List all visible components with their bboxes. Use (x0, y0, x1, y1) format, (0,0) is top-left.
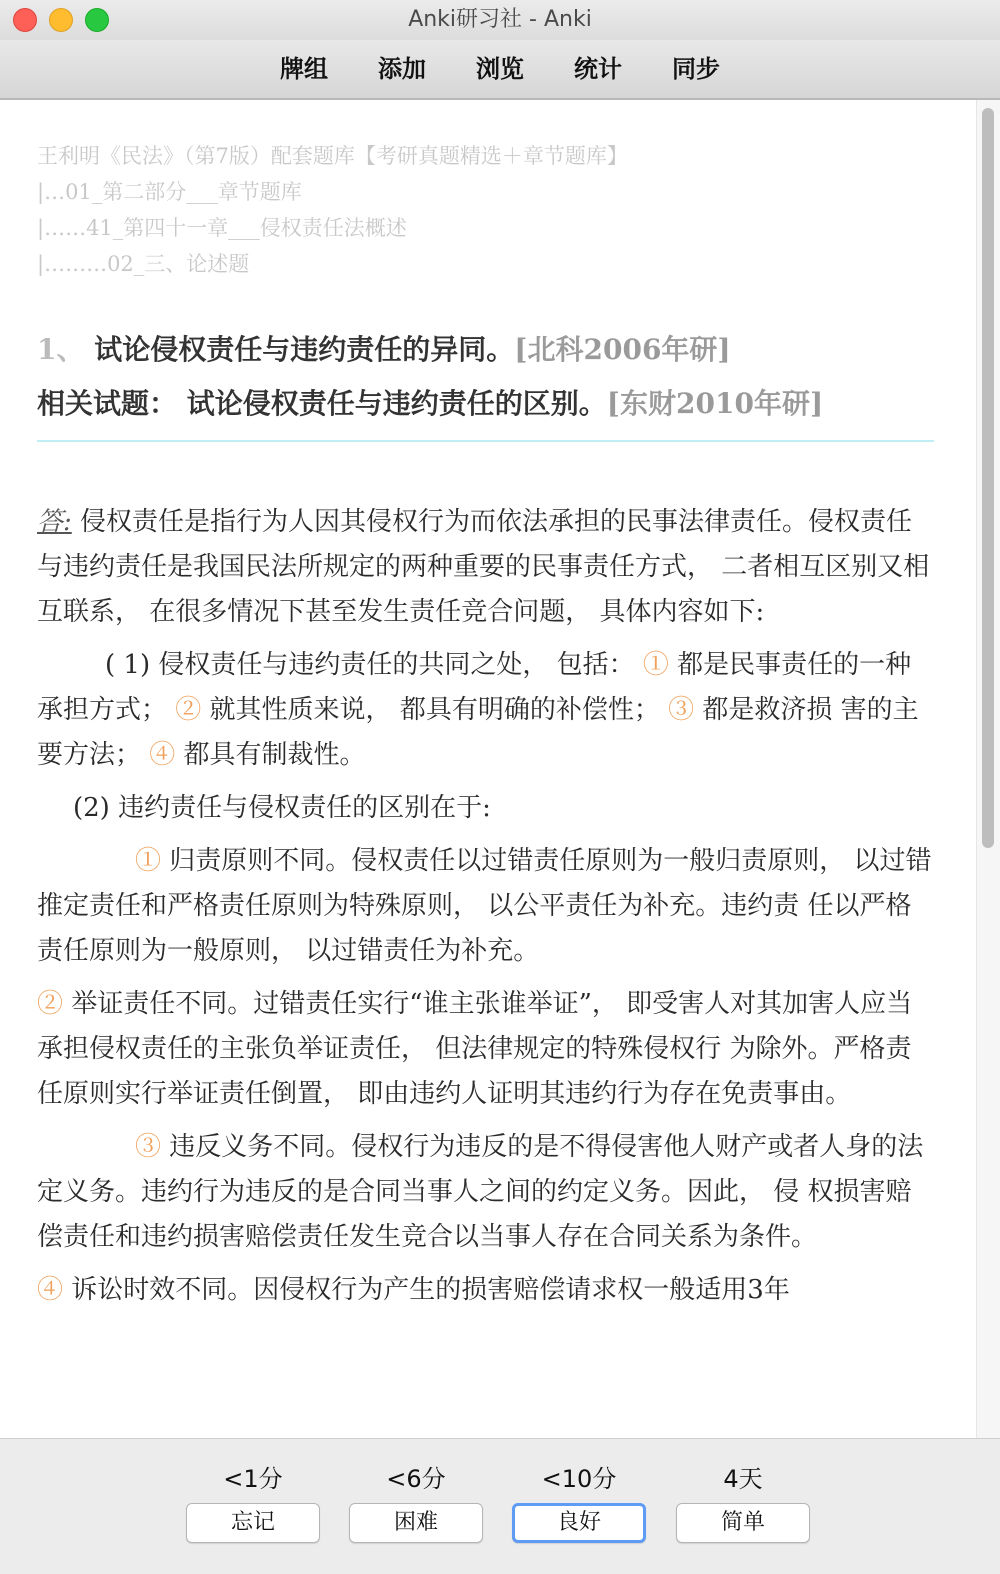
answer-text: 都是救济损 害的主要方法； (37, 695, 919, 770)
window-title: Anki研习社 - Anki (408, 7, 592, 32)
interval-label-hard: <6分 (386, 1465, 446, 1493)
easy-button[interactable]: 简单 (676, 1503, 810, 1543)
point-marker: ④ (149, 740, 176, 770)
point-marker: ② (37, 989, 64, 1019)
question-number: 1、 (37, 333, 85, 366)
answer-text: 都是民事责任的一种承担方式； (37, 650, 912, 725)
breadcrumb-line: 王利明《民法》（第7版）配套题库【考研真题精选＋章节题库】 (37, 144, 628, 168)
point-marker: ② (175, 695, 202, 725)
breadcrumb-line: |……41_第四十一章___侵权责任法概述 (37, 216, 407, 240)
toolbar-browse-link[interactable]: 浏览 (476, 55, 524, 83)
answer-buttons-bar (0, 1438, 1000, 1574)
again-button[interactable]: 忘记 (186, 1503, 320, 1543)
answer-text: 归责原则不同。侵权责任以过错责任原则为一般归责原则， 以过错推定责任和严格责任原则为特殊原则， 以公平责任为补充。违约责 任以严格责任原则为一般原则， 以过错责任为补充。 (37, 846, 932, 966)
answer-paragraph (37, 1125, 934, 1260)
question-source: [北科2006年研] (514, 333, 731, 366)
interval-label-good: <10分 (541, 1465, 617, 1493)
point-marker: ① (135, 846, 162, 876)
answer-text: 都具有制裁性。 (175, 740, 366, 770)
answer-paragraph (37, 1268, 934, 1313)
interval-label-easy: 4天 (723, 1465, 763, 1493)
toolbar-sync-link[interactable]: 同步 (672, 55, 720, 83)
answer-paragraph (37, 500, 934, 635)
question-title (37, 328, 731, 368)
related-question (37, 382, 823, 422)
question-text: 试论侵权责任与违约责任的异同。 (94, 333, 515, 366)
answer-body (37, 500, 934, 1321)
point-marker: ④ (37, 1275, 64, 1305)
card-content (0, 100, 976, 1438)
toolbar-add-link[interactable]: 添加 (378, 55, 426, 83)
answer-label: 答: (37, 507, 72, 537)
close-window-icon[interactable] (13, 8, 37, 32)
related-label: 相关试题： (37, 387, 178, 420)
answer-paragraph: (2) 违约责任与侵权责任的区别在于: (73, 793, 491, 823)
answer-text: 侵权责任是指行为人因其侵权行为而依法承担的民事法律责任。侵权责任与违约责任是我国民法所规定的两种重要的民事责任方式， 二者相互区别又相互联系， 在很多情况下甚至发生责任竞合问题， 具体内容如下: (37, 507, 930, 627)
toolbar-decks-link[interactable]: 牌组 (280, 55, 328, 83)
point-marker: ① (642, 650, 669, 680)
answer-text: ( 1) 侵权责任与违约责任的共同之处， 包括： (105, 650, 635, 680)
answer-paragraph (37, 839, 934, 974)
point-marker: ③ (135, 1132, 162, 1162)
toolbar-stats-link[interactable]: 统计 (574, 55, 622, 83)
main-toolbar (0, 40, 1000, 100)
answer-paragraph (37, 643, 934, 778)
breadcrumb-line: |………02_三、论述题 (37, 252, 250, 276)
minimize-window-icon[interactable] (49, 8, 73, 32)
related-text: 试论侵权责任与违约责任的区别。 (186, 387, 607, 420)
question-answer-divider (37, 440, 934, 442)
answer-paragraph (37, 982, 934, 1117)
zoom-window-icon[interactable] (85, 8, 109, 32)
good-button[interactable]: 良好 (512, 1503, 646, 1543)
answer-text: 诉讼时效不同。因侵权行为产生的损害赔偿请求权一般适用3年 (63, 1275, 790, 1305)
scrollbar-thumb[interactable] (982, 108, 994, 848)
related-source: [东财2010年研] (606, 387, 824, 420)
title-bar (0, 0, 1000, 40)
vertical-scrollbar[interactable] (976, 100, 1000, 1438)
deck-breadcrumb (37, 138, 628, 282)
interval-label-again: <1分 (223, 1465, 283, 1493)
hard-button[interactable]: 困难 (349, 1503, 483, 1543)
answer-text: 举证责任不同。过错责任实行“谁主张谁举证”， 即受害人对其加害人应当承担侵权责任的主张负举证责任， 但法律规定的特殊侵权行 为除外。严格责任原则实行举证责任倒置， 即由违约人证明其违约行为存在免责事由。 (37, 989, 913, 1109)
breadcrumb-line: |…01_第二部分___章节题库 (37, 180, 302, 204)
answer-text: 就其性质来说， 都具有明确的补偿性； (201, 695, 660, 725)
point-marker: ③ (668, 695, 695, 725)
answer-text: 违反义务不同。侵权行为违反的是不得侵害他人财产或者人身的法定义务。违约行为违反的是合同当事人之间的约定义务。因此， 侵 权损害赔偿责任和违约损害赔偿责任发生竞合以当事人存在合同关系为条件。 (37, 1132, 924, 1252)
